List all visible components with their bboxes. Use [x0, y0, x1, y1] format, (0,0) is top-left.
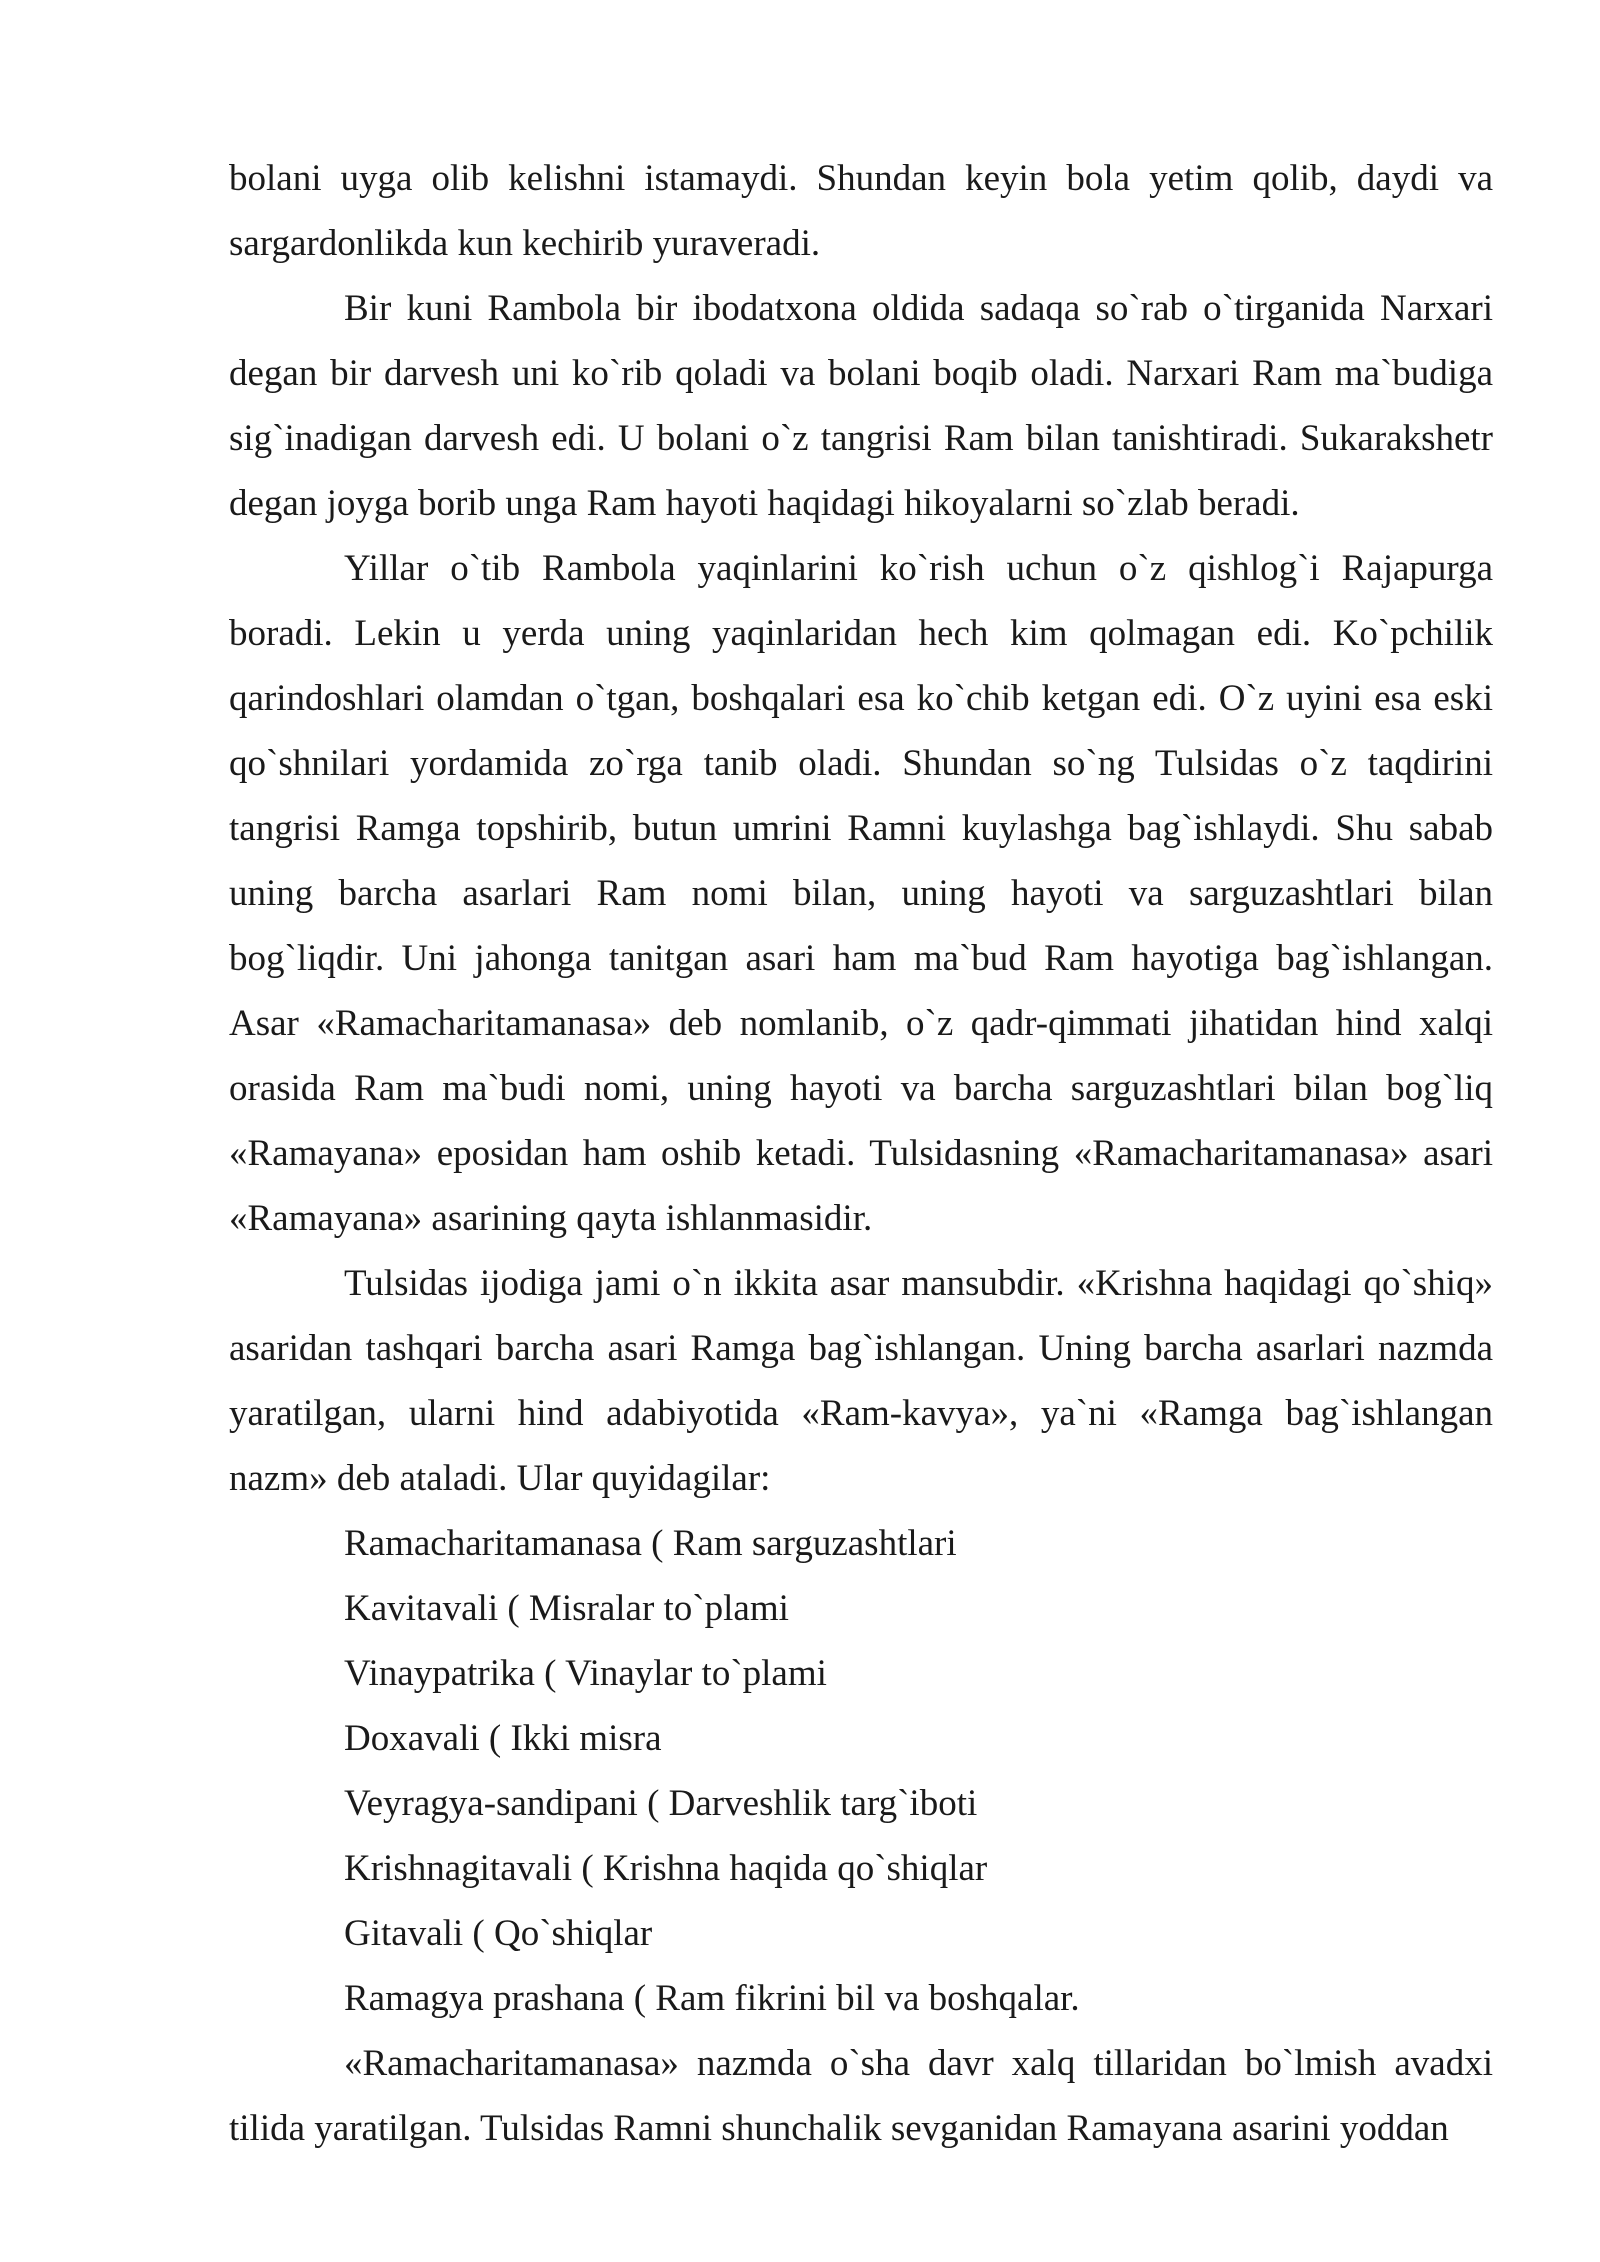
list-item: Krishnagitavali ( Krishna haqida qo`shiqlar: [344, 1848, 988, 1889]
list-item: Gitavali ( Qo`shiqlar: [344, 1913, 653, 1954]
list-item: Ramagya prashana ( Ram fikrini bil va boshqalar.: [344, 1978, 1080, 2019]
paragraph-continuation: bolani uyga olib kelishni istamaydi. Shundan keyin bola yetim qolib, daydi va sargardonlikda kun kechirib yuraveradi.: [229, 158, 1493, 264]
paragraph-works-intro: Tulsidas ijodiga jami o`n ikkita asar mansubdir. «Krishna haqidagi qo`shiq» asaridan tashqari barcha asari Ramga bag`ishlangan. Uning barcha asarlari nazmda yaratilgan, ularni hind adabiyotida «Ram-kavya», ya`ni «Ramga bag`ishlangan nazm» deb ataladi. Ular quyidagilar:: [229, 1263, 1493, 1499]
list-item: Ramacharitamanasa ( Ram sarguzashtlari: [344, 1523, 957, 1564]
list-item: Vinaypatrika ( Vinaylar to`plami: [344, 1653, 827, 1694]
list-item: Veyragya-sandipani ( Darveshlik targ`iboti: [344, 1783, 978, 1824]
paragraph-narxari: Bir kuni Rambola bir ibodatxona oldida sadaqa so`rab o`tirganida Narxari degan bir darvesh uni ko`rib qoladi va bolani boqib oladi. Narxari Ram ma`budiga sig`inadigan darvesh edi. U bolani o`z tangrisi Ram bilan tanishtiradi. Sukarakshetr degan joyga borib unga Ram hayoti haqidagi hikoyalarni so`zlab beradi.: [229, 288, 1493, 524]
list-item: Kavitavali ( Misralar to`plami: [344, 1588, 789, 1629]
works-list: [229, 1511, 1493, 2031]
paragraph-rajapur: Yillar o`tib Rambola yaqinlarini ko`rish uchun o`z qishlog`i Rajapurga boradi. Lekin u yerda uning yaqinlaridan hech kim qolmagan edi. Ko`pchilik qarindoshlari olamdan o`tgan, boshqalari esa ko`chib ketgan edi. O`z uyini esa eski qo`shnilari yordamida zo`rga tanib oladi. Shundan so`ng Tulsidas o`z taqdirini tangrisi Ramga topshirib, butun umrini Ramni kuylashga bag`ishlaydi. Shu sabab uning barcha asarlari Ram nomi bilan, uning hayoti va sarguzashtlari bilan bog`liqdir. Uni jahonga tanitgan asari ham ma`bud Ram hayotiga bag`ishlangan. Asar «Ramacharitamanasa» deb nomlanib, o`z qadr-qimmati jihatidan hind xalqi orasida Ram ma`budi nomi, uning hayoti va barcha sarguzashtlari bilan bog`liq «Ramayana» eposidan ham oshib ketadi. Tulsidasning «Ramacharitamanasa» asari «Ramayana» asarining qayta ishlanmasidir.: [229, 548, 1493, 1239]
document-page: [229, 146, 1493, 2161]
paragraph-ramacharitamanasa: «Ramacharitamanasa» nazmda o`sha davr xalq tillaridan bo`lmish avadxi tilida yaratilgan. Tulsidas Ramni shunchalik sevganidan Ramayana asarini yoddan: [229, 2043, 1493, 2149]
list-item: Doxavali ( Ikki misra: [344, 1718, 662, 1759]
